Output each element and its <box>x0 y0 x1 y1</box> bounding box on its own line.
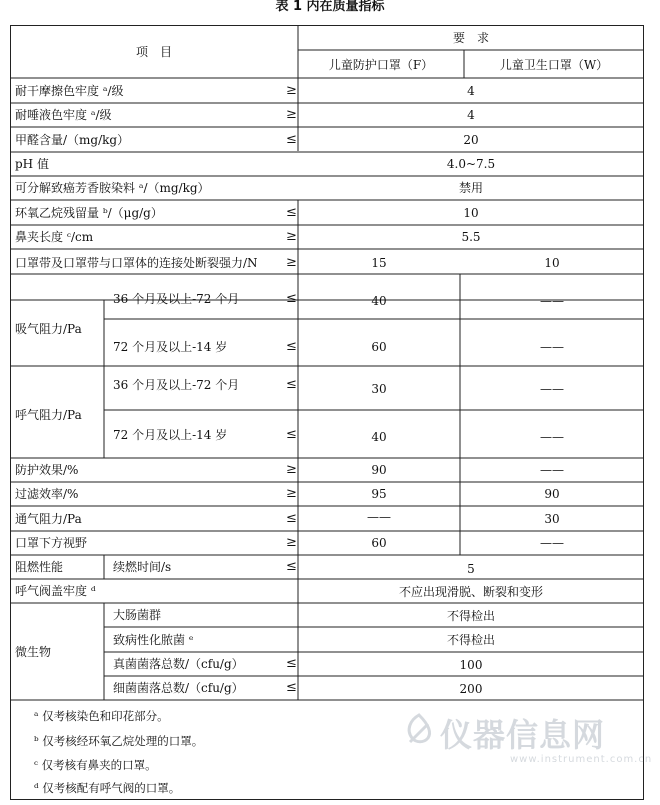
group-label-micro: 微生物 <box>15 645 52 659</box>
row-value: 不得检出 <box>446 609 495 623</box>
row-value-f: —— <box>367 510 391 524</box>
row-value: 10 <box>463 206 479 220</box>
row-symbol: ≤ <box>286 132 297 147</box>
footnote: ᶜ 仅考核有鼻夹的口罩。 <box>34 758 157 772</box>
row-value: 20 <box>463 133 479 147</box>
row-value-w: —— <box>540 430 564 444</box>
row-value-w: —— <box>540 536 564 550</box>
watermark-en: www.instrument.com.cn <box>510 754 653 765</box>
row-label: 呼气阀盖牢度 ᵈ <box>15 584 96 598</box>
row-symbol: ≥ <box>286 486 297 501</box>
row-label: 耐干摩擦色牢度 ᵃ/级 <box>15 84 124 98</box>
row-label: 阻燃性能 <box>15 560 64 574</box>
row-symbol: ≤ <box>286 291 297 306</box>
row-value-w: —— <box>540 294 564 308</box>
group-label-exhale: 呼气阻力/Pa <box>15 408 82 422</box>
row-symbol: ≤ <box>286 339 297 354</box>
row-label: 大肠菌群 <box>113 608 162 622</box>
footnote: ᵈ 仅考核配有呼气阀的口罩。 <box>34 781 181 795</box>
row-value-f: 15 <box>371 256 387 270</box>
header-item: 项 目 <box>135 45 172 59</box>
row-symbol: ≥ <box>286 255 297 270</box>
row-label: 可分解致癌芳香胺染料 ᵃ/（mg/kg） <box>15 181 210 195</box>
header-col-f: 儿童防护口罩（F） <box>328 58 434 72</box>
row-value-f: 40 <box>371 294 387 308</box>
row-label: 耐唾液色牢度 ᵃ/级 <box>15 108 112 122</box>
row-value-w: —— <box>540 340 564 354</box>
row-symbol: ≤ <box>286 511 297 526</box>
row-label: 防护效果/% <box>15 463 79 477</box>
row-value: 4 <box>467 84 475 98</box>
row-value: 100 <box>459 658 483 672</box>
row-label: 环氧乙烷残留量 ᵇ/（μg/g） <box>15 206 163 220</box>
header-col-w: 儿童卫生口罩（W） <box>499 58 609 72</box>
row-symbol: ≥ <box>286 535 297 550</box>
row-label: 口罩带及口罩带与口罩体的连接处断裂强力/N <box>15 256 258 270</box>
row-value-f: 40 <box>371 430 387 444</box>
table-title: 表 1 内在质量指标 <box>275 0 385 14</box>
row-value-w: 90 <box>544 487 560 501</box>
row-symbol: ≤ <box>286 680 297 695</box>
row-value: 不得检出 <box>446 633 495 647</box>
row-label: 甲醛含量/（mg/kg） <box>15 133 130 147</box>
row-value: 5 <box>467 562 475 576</box>
row-symbol: ≤ <box>286 427 297 442</box>
watermark-logo-icon <box>400 712 438 750</box>
row-value-w: —— <box>540 382 564 396</box>
row-symbol: ≤ <box>286 656 297 671</box>
row-label: 细菌菌落总数/（cfu/g） <box>113 681 244 695</box>
row-label: 口罩下方视野 <box>15 536 88 550</box>
row-symbol: ≥ <box>286 107 297 122</box>
row-label: 过滤效率/% <box>15 487 79 501</box>
row-label: 致病性化脓菌 ᵉ <box>113 633 194 647</box>
watermark <box>400 706 653 776</box>
row-label: 72 个月及以上-14 岁 <box>113 428 228 442</box>
row-label: 36 个月及以上-72 个月 <box>113 292 240 306</box>
row-label: 真菌菌落总数/（cfu/g） <box>113 657 244 671</box>
row-value: 不应出现滑脱、断裂和变形 <box>398 585 543 599</box>
quality-table <box>10 25 644 800</box>
row-value: 4 <box>467 108 475 122</box>
row-value-f: 60 <box>371 536 387 550</box>
row-label: 72 个月及以上-14 岁 <box>113 340 228 354</box>
row-symbol: ≥ <box>286 229 297 244</box>
row-value: 5.5 <box>461 230 481 244</box>
row-value-f: 60 <box>371 340 387 354</box>
row-label: 鼻夹长度 ᶜ/cm <box>15 230 94 244</box>
row-value-f: 95 <box>371 487 387 501</box>
row-symbol: ≥ <box>286 462 297 477</box>
row-symbol: ≤ <box>286 205 297 220</box>
row-symbol: ≤ <box>286 377 297 392</box>
row-sublabel: 续燃时间/s <box>113 560 172 574</box>
row-symbol: ≥ <box>286 83 297 98</box>
watermark-cn: 仪器信息网 <box>440 716 606 754</box>
row-label: 通气阻力/Pa <box>15 512 82 526</box>
row-symbol: ≤ <box>286 559 297 574</box>
group-label-inhale: 吸气阻力/Pa <box>15 322 82 336</box>
header-requirement: 要 求 <box>452 31 489 45</box>
row-value-w: 30 <box>544 512 560 526</box>
row-value-f: 30 <box>371 382 387 396</box>
footnote: ᵃ 仅考核染色和印花部分。 <box>34 709 169 723</box>
row-label: 36 个月及以上-72 个月 <box>113 378 240 392</box>
footnote: ᵇ 仅考核经环氧乙烷处理的口罩。 <box>34 734 204 748</box>
row-value: 禁用 <box>458 181 483 195</box>
row-value-w: 10 <box>544 256 560 270</box>
row-label: pH 值 <box>15 157 49 171</box>
row-value: 200 <box>459 682 483 696</box>
row-value-w: —— <box>540 463 564 477</box>
row-value: 4.0~7.5 <box>446 157 496 171</box>
row-value-f: 90 <box>371 463 387 477</box>
